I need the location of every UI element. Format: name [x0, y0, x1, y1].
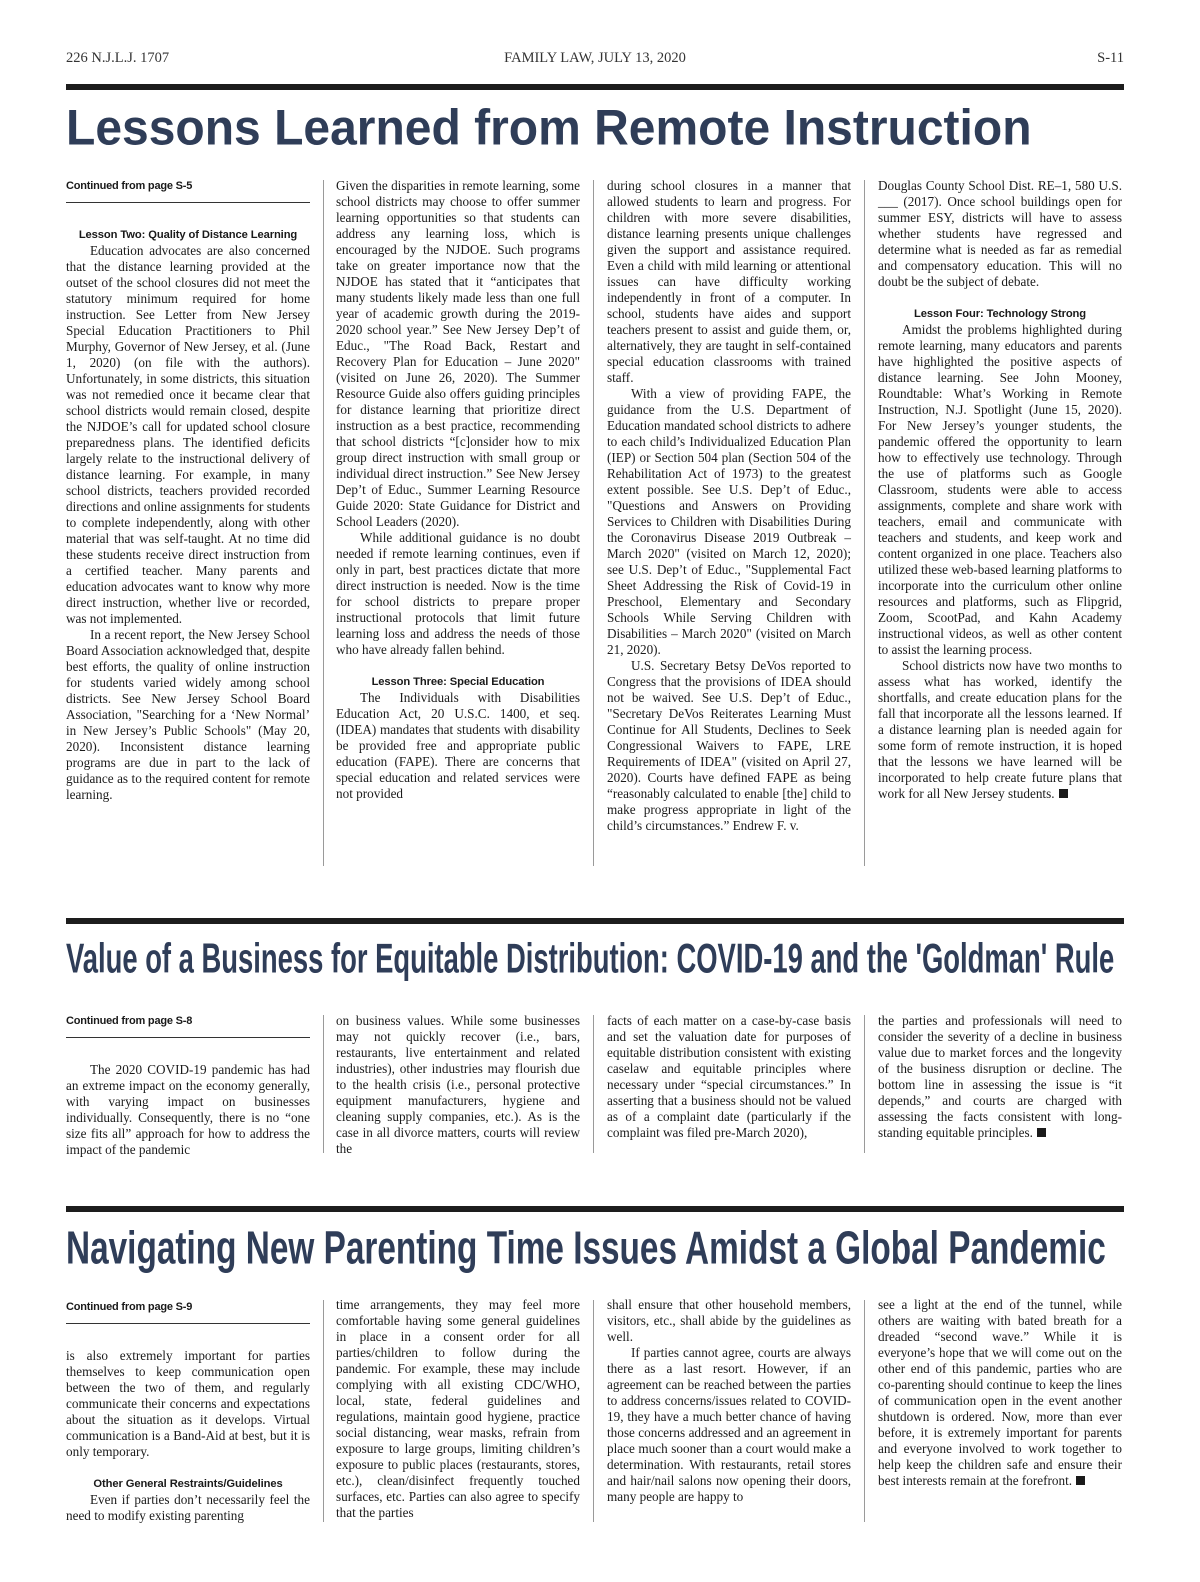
article3-col3-paragraph: shall ensure that other household members, visitors, etc., shall abide by the guidelines as well.	[607, 1297, 851, 1344]
article1-column-1	[66, 178, 310, 803]
article2-headline: Value of a Business for Equitable Distribution: COVID-19 and the 'Goldman' Rule	[66, 935, 1115, 983]
article1-headline: Lessons Learned from Remote Instruction	[66, 100, 1032, 157]
article1-subhead-lesson-three: Lesson Three: Special Education	[371, 676, 545, 688]
article2-column-2	[336, 1013, 580, 1157]
end-of-article-icon	[1076, 1476, 1085, 1485]
column-divider	[323, 180, 324, 866]
running-head-section: FAMILY LAW, JULY 13, 2020	[504, 50, 686, 66]
running-head	[66, 50, 1124, 68]
article1-col2-paragraph: While additional guidance is no doubt needed if remote learning continues, even if only in part, best practices dictate that more direct instruction is needed. Now is the time for school districts to prepare proper instructional protocols that limit future learning loss and address the needs of those who have already fallen behind.	[336, 530, 580, 657]
article1-column-4	[878, 178, 1122, 802]
article2-col4-text: the parties and professionals will need to consider the severity of a decline in business value due to market forces and the longevity of the business disruption or decline. The bottom line in assessing the issue is “it depends,” and courts are charged with assessing the facts consistent with long-standing equitable principles.	[878, 1013, 1122, 1140]
article1-col4-paragraph: Amidst the problems highlighted during remote learning, many educators and parents have highlighted the positive aspects of distance learning. See John Mooney, Roundtable: What’s Working in Remote Instruction, N.J. Spotlight (June 15, 2020). For New Jersey’s younger students, the pandemic offered the opportunity to learn how to effectively use technology. Through the use of platforms such as Google Classroom, students were able to access assignments, complete and share work with teachers, email and communicate with teachers and students, and keep work and content organized in one place. Teachers also utilized these web-based learning platforms to incorporate into the curriculum other online resources and platforms, such as Flipgrid, Zoom, ScootPad, and Kahn Academy instructional videos, as well as other content to assist the learning process.	[878, 322, 1122, 657]
article1-column-3	[607, 178, 851, 834]
article3-col3-paragraph: If parties cannot agree, courts are always there as a last resort. However, if an agreement can be reached between the parties to address concerns/issues related to COVID-19, they have a much better chance of having those concerns addressed and an agreement in place much sooner than a court would make a determination. With restaurants, retail stores and hair/nail salons now opening their doors, many people are happy to	[607, 1345, 851, 1504]
running-head-page-number: S-11	[1097, 50, 1124, 66]
article1-subhead-lesson-two: Lesson Two: Quality of Distance Learning	[78, 229, 298, 241]
article3-col1-paragraph: is also extremely important for parties themselves to keep communication open between the two of them, and regularly communicate their concerns and expectations about the situation as it develops. Virtual communication is a Band-Aid at best, but it is only temporary.	[66, 1348, 310, 1459]
article2-column-1	[66, 1013, 310, 1158]
column-divider	[593, 1300, 594, 1522]
column-divider	[864, 1300, 865, 1522]
article2-column-4	[878, 1013, 1122, 1141]
article2-top-rule	[66, 918, 1124, 924]
article3-headline: Navigating New Parenting Time Issues Amidst a Global Pandemic	[66, 1222, 1106, 1275]
article1-col3-paragraph: With a view of providing FAPE, the guidance from the U.S. Department of Education mandated school districts to adhere to each child’s Individualized Education Plan (IEP) or Section 504 plan (Section 504 of the Rehabilitation Act of 1973) to the greatest extent possible. See U.S. Dep’t of Educ., "Questions and Answers on Providing Services to Children with Disabilities During the Coronavirus Disease 2019 Outbreak – March 2020" (visited on March 12, 2020); see U.S. Dep’t of Educ., "Supplemental Fact Sheet Addressing the Risk of Covid-19 in Preschool, Elementary and Secondary Schools While Serving Children with Disabilities – March 2020" (visited on March 21, 2020).	[607, 386, 851, 657]
end-of-article-icon	[1037, 1128, 1046, 1137]
article1-col1-paragraph: In a recent report, the New Jersey School Board Association acknowledged that, despite best efforts, the quality of online instruction for students varied widely among school districts. See New Jersey School Board Association, "Searching for a ‘New Normal’ in New Jersey’s Public Schools" (May 20, 2020). Inconsistent distance learning programs are due in part to the lack of guidance as to the required content for remote learning.	[66, 627, 310, 802]
end-of-article-icon	[1059, 789, 1068, 798]
article3-subhead-general-restraints: Other General Restraints/Guidelines	[93, 1478, 283, 1490]
article1-col1-paragraph: Education advocates are also concerned that the distance learning provided at the outset of the school closures did not meet the statutory minimum required for home instruction. See Letter from New Jersey Special Education Practitioners to Phil Murphy, Governor of New Jersey, et al. (June 1, 2020) (on file with the authors). Unfortunately, in some districts, this situation was not remedied once it became clear that school districts would remain closed, despite the NJDOE’s call for updated school closure preparedness plans. The identified deficits largely relate to the instructional delivery of distance learning. For example, in many school districts, teachers provided recorded directions and online assignments for students to complete independently, along with other material that was self-taught. At no time did these students receive direct instruction from a certified teacher. Many parents and education advocates want to know why more direct instruction, whether live or recorded, was not implemented.	[66, 243, 310, 626]
article3-col2-paragraph: time arrangements, they may feel more comfortable having some general guidelines in place in a consent order for all parties/children to follow during the pandemic. For example, these may include complying with all existing CDC/WHO, local, state, federal guidelines and regulations, maintain good hygiene, practice social distancing, wear masks, refrain from exposure to large groups, limiting children’s exposure to public places (restaurants, stores, etc.), clean/disinfect frequently touched surfaces, etc. Parties can also agree to specify that the parties	[336, 1297, 580, 1520]
column-divider	[593, 180, 594, 866]
article3-top-rule	[66, 1206, 1124, 1212]
article2-col1-paragraph: The 2020 COVID-19 pandemic has had an extreme impact on the economy generally, with varying impact on businesses individually. Consequently, there is no “one size fits all” approach for how to address the impact of the pandemic	[66, 1062, 310, 1157]
article2-col3-paragraph: facts of each matter on a case-by-case basis and set the valuation date for purposes of equitable distribution consistent with existing caselaw and equitable principles where necessary under “special circumstances.” In asserting that a business should not be valued as of a complaint date (particularly if the complaint was filed pre-March 2020),	[607, 1013, 851, 1140]
column-divider	[864, 180, 865, 866]
article1-subhead-lesson-four: Lesson Four: Technology Strong	[913, 308, 1087, 320]
article2-column-3	[607, 1013, 851, 1141]
article1-top-rule	[66, 84, 1124, 90]
article3-continued-line: Continued from page S-9	[66, 1299, 310, 1324]
column-divider	[323, 1300, 324, 1522]
article3-column-1	[66, 1299, 310, 1524]
article3-column-2	[336, 1297, 580, 1521]
article3-column-4	[878, 1297, 1122, 1489]
article2-col2-paragraph: on business values. While some businesses may not quickly recover (i.e., bars, restaurants, live entertainment and related industries), other industries may flourish due to the health crisis (i.e., personal protective equipment manufacturers, hygiene and cleaning supply companies, etc.). As is the case in all divorce matters, courts will review the	[336, 1013, 580, 1156]
article3-col1-paragraph: Even if parties don’t necessarily feel the need to modify existing parenting	[66, 1492, 310, 1523]
article1-col3-paragraph: during school closures in a manner that allowed students to learn and progress. For children with more severe disabilities, distance learning presents unique challenges given the support and assistance required. Even a child with mild learning or attentional issues can have difficulty working independently in front of a computer. In school, students have aides and support teachers present to assist and guide them, or, alternatively, they are taught in self-contained special education classrooms with trained staff.	[607, 178, 851, 385]
article3-col4-text: see a light at the end of the tunnel, while others are waiting with bated breath for a dreaded “second wave.” While it is everyone’s hope that we will come out on the other end of this pandemic, parties who are co-parenting should continue to keep the lines of communication open in the event another shutdown is ordered. Now, more than ever before, it is extremely important for parents and everyone involved to work together to help keep the children safe and ensure their best interests remain at the forefront.	[878, 1297, 1122, 1488]
column-divider	[864, 1015, 865, 1153]
article1-col2-paragraph: Given the disparities in remote learning, some school districts may choose to offer summer learning opportunities so that students can address any learning loss, which is encouraged by the NJDOE. Such programs take on greater importance now that the NJDOE has stated that it “anticipates that many students likely made less than one full year of academic growth during the 2019-2020 school year.” See New Jersey Dep’t of Educ., "The Road Back, Restart and Recovery Plan for Education – June 2020" (visited on June 26, 2020). The Summer Resource Guide also offers guiding principles for distance learning that prioritize direct instruction as a best practice, recommending that school districts “[c]onsider how to mix group direct instruction with small group or individual direct instruction.” See New Jersey Dep’t of Educ., Summer Learning Resource Guide 2020: State Guidance for District and School Leaders (2020).	[336, 178, 580, 529]
running-head-citation: 226 N.J.L.J. 1707	[66, 50, 170, 66]
article1-col3-paragraph: U.S. Secretary Betsy DeVos reported to Congress that the provisions of IDEA should not be waived. See U.S. Dep’t of Educ., "Secretary DeVos Reiterates Learning Must Continue for All Students, Declines to Seek Congressional Waivers to FAPE, LRE Requirements of IDEA" (visited on April 27, 2020). Courts have defined FAPE as being “reasonably calculated to enable [the] child to make progress appropriate in light of the child’s circumstances.” Endrew F. v.	[607, 658, 851, 833]
article3-column-3	[607, 1297, 851, 1505]
column-divider	[593, 1015, 594, 1153]
article1-closing-text: School districts now have two months to assess what has worked, identify the shortfalls, and create education plans for the fall that incorporate all the lessons learned. If a distance learning plan is needed again for some form of remote instruction, it is hoped that the lessons we have learned will be incorporated to help create future plans that work for all New Jersey students.	[878, 658, 1122, 801]
article1-continued-line: Continued from page S-5	[66, 178, 310, 203]
column-divider	[323, 1015, 324, 1153]
article2-continued-line: Continued from page S-8	[66, 1013, 310, 1038]
article1-col4-paragraph	[878, 658, 1122, 802]
article1-column-2	[336, 178, 580, 802]
article1-col4-paragraph: Douglas County School Dist. RE–1, 580 U.S. ___ (2017). Once school buildings open for summer ESY, districts will have to assess whether students have regressed and determine what is needed as far as remedial and compensatory education. This will no doubt be the subject of debate.	[878, 178, 1122, 289]
article1-col2-paragraph: The Individuals with Disabilities Education Act, 20 U.S.C. 1400, et seq. (IDEA) mandates that students with disability be provided free and appropriate public education (FAPE). There are concerns that special education and related services were not provided	[336, 690, 580, 801]
